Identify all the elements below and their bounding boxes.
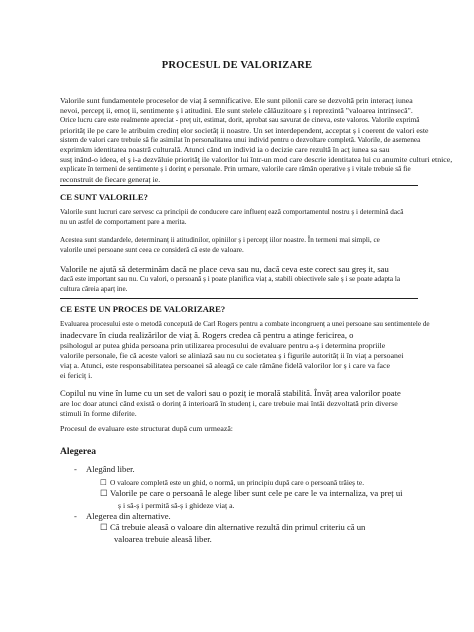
section2-paragraph-3 (60, 424, 416, 434)
list-item (74, 511, 171, 522)
subheading-alegerea: Alegerea (60, 446, 97, 457)
text-line: Acestea sunt standardele, determinanț ii atitudinilor, opiniilor ș i percepț iilor noastre. În termeni mai simpli, ce (60, 236, 380, 244)
text-line: Copilul nu vine în lume cu un set de valori sau o poziț ie morală stabilită. Învăț area valorilor poate (60, 388, 401, 398)
list-item (100, 488, 403, 499)
text-line: viaț a. Atunci, este responsabilitatea persoanei să aleagă ce cale rămâne fidelă valorilor lor ș i care va face (60, 360, 390, 370)
checkbox-icon: ☐ (100, 478, 107, 487)
text-line: Procesul de evaluare este structurat după cum urmează: (60, 424, 233, 433)
checkbox-icon: ☐ (100, 488, 108, 498)
list-item-text: valoarea trebuie aleasă liber. (114, 534, 212, 544)
intro-line: priorităț ile pe care le atribuim credinț elor societăț ii noastre. Un set interdependent, acceptat ș i coerent de valori este (60, 125, 429, 135)
section-heading: CE SUNT VALORILE? (60, 192, 148, 202)
text-line: valorile unei persoane sunt ceea ce consideră că este de valoare. (60, 245, 244, 254)
section-divider (60, 185, 418, 186)
list-item-text: Că trebuie aleasă o valoare din alternative rezultă din primul criteriu că un (110, 522, 366, 532)
intro-line: reconstruit de fiecare generaț ie. (60, 174, 161, 184)
section1-paragraph-3 (60, 264, 416, 294)
text-line: nu un astfel de comportament pare a merita. (60, 217, 187, 226)
list-item-continuation (114, 534, 212, 545)
text-line: ei fericiț i. (60, 370, 93, 380)
text-line: inadecvare în ciuda realizărilor de viaț ă. Rogers credea că pentru a atinge fericirea, o (60, 329, 354, 340)
list-item (74, 464, 135, 475)
intro-line: Valorile sunt fundamentele proceselor de viaț ă semnificative. Ele sunt pilonii care se dezvoltă prin interacț iunea (60, 96, 413, 105)
checkbox-icon: ☐ (100, 522, 108, 532)
section1-paragraph-1 (60, 208, 416, 227)
list-item-text: Alegerea din alternative. (86, 511, 171, 521)
intro-line: sistem de valori care trebuie să fie asimilat în personalitatea unui individ pentru o dezvoltare completă. Valorile, de asemenea (60, 135, 421, 144)
intro-line: nevoi, percepț ii, emoț ii, sentimente ș i atitudini. Ele sunt stelele călăuzitoare ș i reprezintă "valoarea intrinsecă". (60, 106, 413, 115)
document-title: PROCESUL DE VALORIZARE (161, 60, 313, 71)
list-item-text: Alegând liber. (86, 464, 135, 474)
dash-marker: - (74, 511, 77, 521)
list-item-text: Valorile pe care o persoană le alege liber sunt cele pe care le va internaliza, va preț ui (110, 488, 403, 498)
text-line: valorile personale, fie că aceste valori se aliniază sau nu cu societatea ș i figurile autorităț ii în viaț a persoanei (60, 350, 404, 360)
section2-paragraph-2 (60, 388, 416, 419)
section-heading: CE ESTE UN PROCES DE VALORIZARE? (60, 304, 226, 314)
list-item (100, 477, 364, 488)
text-line: dacă este important sau nu. Cu valori, o persoană ș i poate planifica viaț a, stabili obiectivele sale ș i se poate adapta la (60, 275, 401, 283)
list-item-text: ș i să-ș i permită să-ș i ghideze viaț a. (118, 501, 235, 510)
text-line: Evaluarea procesului este o metodă concepută de Carl Rogers pentru a combate incongruenț a unei persoane sau sentimentele de (60, 320, 430, 328)
intro-line: explicate în termeni de sentimente ș i dorinț e personale. Prin urmare, valorile care rămân operative ș i vitale trebuie să fie (60, 165, 411, 174)
list-item (100, 522, 365, 533)
text-line: cultura căreia aparț ine. (60, 284, 128, 293)
text-line: are loc doar atunci când există o dorinț ă interioară în studenț i, care trebuie mai întâi dezvoltată prin diverse (60, 399, 398, 408)
section1-paragraph-2 (60, 236, 416, 255)
text-line: psihologul ar putea ghida persoana prin utilizarea procesului de evaluare pentru a-ș i determina propriile (60, 340, 386, 350)
intro-paragraph (60, 96, 453, 185)
list-item-continuation (118, 500, 235, 511)
intro-line: susț inând-o ideea, el ș i-a dezvăluie priorităț ile valorilor lui într-un mod care descrie identitatea lui cu anumite culturi etnice, (60, 155, 453, 165)
section-divider (60, 298, 418, 299)
intro-line: exprimkm identitatea noastră culturală. Atunci când un individ ia o decizie care rezultă în acț iunea sa sau (60, 145, 390, 155)
intro-line: Orice lucru care este realmente apreciat - preț uit, estimat, dorit, aprobat sau savurat de cineva, este valoros. Valorile exprimă (60, 116, 420, 124)
section2-paragraph-1 (60, 320, 430, 381)
text-line: Valorile ne ajută să determinăm dacă ne place ceva sau nu, dacă ceva este corect sau greș it, sau (60, 264, 389, 274)
list-item-text: O valoare completă este un ghid, o normă, un principiu după care o persoană trăieș te. (110, 478, 365, 487)
text-line: Valorile sunt lucruri care servesc ca principii de conducere care influenț ează comportamentul nostru ș i determină dacă (60, 208, 404, 216)
dash-marker: - (74, 464, 77, 474)
text-line: stimuli în forme diferite. (60, 409, 137, 418)
